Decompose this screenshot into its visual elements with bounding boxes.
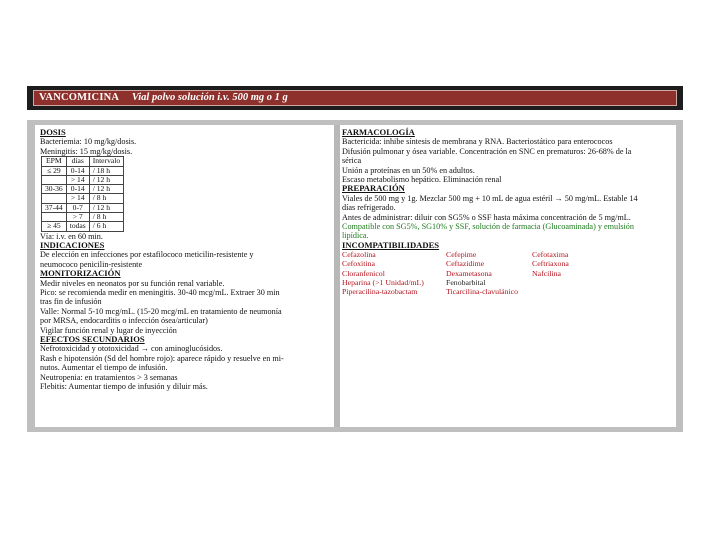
table-cell: / 18 h (89, 166, 123, 175)
monitorizacion-line: Valle: Normal 5-10 mcg/mL. (15-20 mcg/mL en tratamiento de neumonía (40, 306, 282, 316)
table-cell: > 14 (66, 175, 89, 184)
farmacologia-line: Bactericida: inhibe síntesis de membrana y RNA. Bacteriostático para enterococos (342, 137, 613, 147)
incompatibilities-list (342, 250, 672, 296)
farmacologia-line: Escaso metabolismo hepático. Eliminación renal (342, 175, 502, 185)
monitorizacion-line: tras fin de infusión (40, 297, 102, 307)
table-header: Intervalo (89, 157, 123, 166)
incompat-item: Cefepime (446, 250, 477, 260)
table-header: días (66, 157, 89, 166)
efectos-line: nutos. Aumentar el tiempo de infusión. (40, 363, 168, 373)
incompat-item: Ceftriaxona (532, 259, 569, 269)
efectos-line: Neutropenia: en tratamientos > 3 semanas (40, 372, 178, 382)
incompat-item: Cefazolina (342, 250, 376, 260)
indicaciones-line: neumococo penicilin-resistente (40, 259, 143, 269)
incompat-item: Ceftazidime (446, 259, 485, 269)
table-cell: 0-7 (66, 203, 89, 212)
table-row (42, 166, 124, 175)
preparacion-line: Antes de administrar: diluir con SG5% o SSF hasta máxima concentración de 5 mg/mL. (342, 212, 631, 222)
farmacologia-line: Difusión pulmonar y ósea variable. Concentración en SNC en prematuros: 26-68% de la (342, 146, 632, 156)
table-header: EPM (42, 157, 67, 166)
incompat-item (532, 278, 652, 287)
incompat-item: Heparina (>1 Unidad/mL) (342, 277, 424, 287)
table-cell: 30-36 (42, 185, 67, 194)
indicaciones-heading: INDICACIONES (40, 240, 105, 250)
table-cell: 0-14 (66, 166, 89, 175)
preparacion-heading: PREPARACIÓN (342, 183, 405, 194)
table-cell: > 7 (66, 213, 89, 222)
efectos-line: Nefrotoxicidad y ototoxicidad → con aminoglucósidos. (40, 344, 223, 354)
dosing-table (41, 156, 124, 231)
dosis-line: Meningitis: 15 mg/kg/dosis. (40, 146, 133, 156)
via-line: Vía: i.v. en 60 min. (40, 231, 103, 241)
column-divider (334, 125, 340, 427)
table-cell: / 12 h (89, 175, 123, 184)
right-column (342, 128, 672, 296)
efectos-heading: EFECTOS SECUNDARIOS (40, 334, 145, 345)
farmacologia-line: Unión a proteínas en un 50% en adultos. (342, 165, 475, 175)
table-cell: ≥ 45 (42, 222, 67, 231)
table-cell: / 12 h (89, 203, 123, 212)
monitorizacion-line: Medir niveles en neonatos por su función renal variable. (40, 278, 225, 288)
drug-name: VANCOMICINA (39, 92, 120, 103)
monitorizacion-line: por MRSA, endocarditis o infección ósea/articular) (40, 316, 208, 326)
table-cell: / 6 h (89, 222, 123, 231)
incompat-item: Cefoxitina (342, 259, 375, 269)
table-cell: / 12 h (89, 185, 123, 194)
incompat-item: Fenobarbital (446, 277, 486, 287)
farmacologia-line: sérica (342, 156, 362, 166)
table-cell: / 8 h (89, 194, 123, 203)
dosis-line: Bacteriemia: 10 mg/kg/dosis. (40, 137, 137, 147)
incompat-item: Ticarcilina-clavulánico (446, 287, 519, 297)
incompat-item (532, 287, 652, 296)
table-row (42, 194, 124, 203)
incompat-item: Cefotaxima (532, 250, 569, 260)
monitorizacion-heading: MONITORIZACIÓN (40, 268, 121, 279)
left-column (40, 128, 332, 392)
monitorizacion-line: Vigilar función renal y lugar de inyección (40, 325, 177, 335)
efectos-line: Rash e hipotensión (Sd del hombre rojo): aparece rápido y resuelve en mi- (40, 353, 284, 363)
table-cell: todas (66, 222, 89, 231)
incompat-item: Nafcilina (532, 268, 562, 278)
efectos-line: Flebitis: Aumentar tiempo de infusión y diluir más. (40, 382, 208, 392)
compatible-line: lipídica. (342, 231, 369, 241)
farmacologia-heading: FARMACOLOGÍA (342, 127, 415, 137)
table-cell (42, 194, 67, 203)
table-cell: 0-14 (66, 185, 89, 194)
table-header-row (42, 157, 124, 166)
table-cell: ≤ 29 (42, 166, 67, 175)
table-row (42, 222, 124, 231)
dosis-heading: DOSIS (40, 127, 66, 137)
table-cell: 37-44 (42, 203, 67, 212)
indicaciones-line: De elección en infecciones por estafilococo meticilin-resistente y (40, 250, 254, 260)
title-bar (33, 90, 677, 106)
incompat-item: Dexametasona (446, 268, 492, 278)
monitorizacion-line: Pico: se recomienda medir en meningitis. 30-40 mcg/mL. Extraer 30 min (40, 288, 280, 298)
incompat-item: Piperacilina-tazobactam (342, 287, 418, 297)
table-cell: / 8 h (89, 213, 123, 222)
incompat-item: Cloranfenicol (342, 268, 385, 278)
compatible-line: Compatible con SG5%, SG10% y SSF, solución de farmacia (Glucoaminada) y emulsión (342, 222, 634, 232)
incompatibilidades-heading: INCOMPATIBILIDADES (342, 239, 440, 250)
preparacion-line: días refrigerado. (342, 203, 396, 213)
preparacion-line: Viales de 500 mg y 1g. Mezclar 500 mg + 10 mL de agua estéril → 50 mg/mL. Estable 14 (342, 193, 638, 203)
table-cell: > 14 (66, 194, 89, 203)
drug-presentation: Vial polvo solución i.v. 500 mg o 1 g (131, 92, 288, 103)
